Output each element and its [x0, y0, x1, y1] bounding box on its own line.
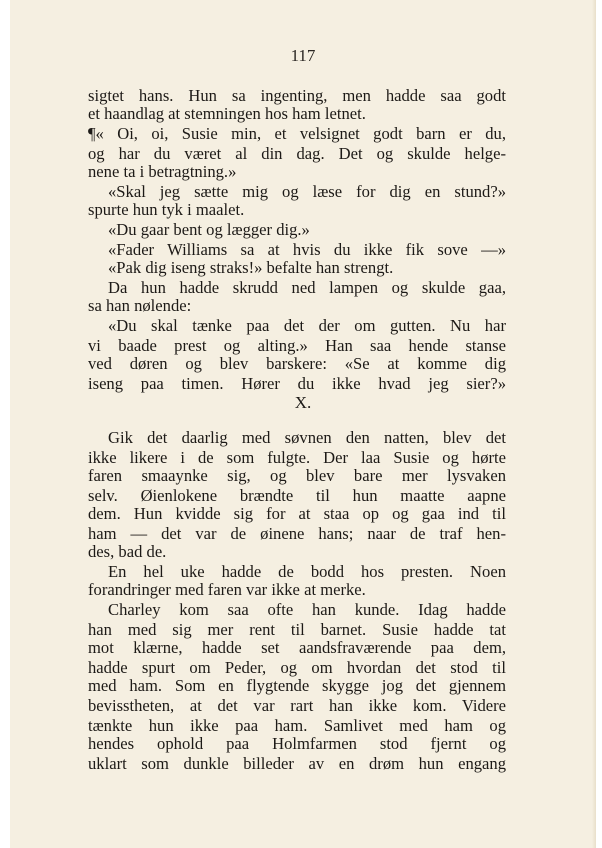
text-line: iseng paa timen. Hører du ikke hvad jeg sier?» [88, 374, 506, 393]
text-line: faren smaaynke sig, og blev bare mer lysvaken [88, 466, 506, 485]
page-number: 117 [290, 46, 316, 65]
text-line: Gik det daarlig med søvnen den natten, blev det [108, 428, 506, 447]
text-line: tænkte hun ikke paa ham. Samlivet med ham og [88, 716, 506, 735]
text-line: Da hun hadde skrudd ned lampen og skulde gaa, [108, 278, 506, 297]
text-line: En hel uke hadde de bodd hos presten. Noen [108, 562, 506, 581]
text-line: «Fader Williams sa at hvis du ikke fik sove —» [108, 240, 506, 259]
text-line: ham — det var de øinene hans; naar de traf hen- [88, 524, 506, 543]
text-line: med ham. Som en flygtende skygge jog det gjennem [88, 676, 506, 695]
text-line: vi baade prest og alting.» Han saa hende stanse [88, 336, 506, 355]
text-line: mot klærne, hadde set aandsfraværende paa dem, [88, 638, 506, 657]
text-line: «Skal jeg sætte mig og læse for dig en stund?» [108, 182, 506, 201]
text-line: Charley kom saa ofte han kunde. Idag hadde [108, 600, 506, 619]
text-line: et haandlag at stemningen hos ham letnet. [88, 104, 366, 123]
text-line: «Pak dig iseng straks!» befalte han strengt. [108, 258, 394, 277]
text-line: han med sig mer rent til barnet. Susie hadde tat [88, 620, 506, 639]
text-line: spurte hun tyk i maalet. [88, 200, 245, 219]
text-line: sa han nølende: [88, 296, 192, 315]
text-line: sigtet hans. Hun sa ingenting, men hadde saa godt [88, 86, 506, 105]
text-line: uklart som dunkle billeder av en drøm hun engang [88, 754, 506, 773]
text-line: «Du gaar bent og lægger dig.» [108, 220, 310, 239]
text-line: selv. Øienlokene brændte til hun maatte aapne [88, 486, 506, 505]
text-line: nene ta i betragtning.» [88, 162, 237, 181]
text-line: des, bad de. [88, 542, 167, 561]
text-line: ved døren og blev barskere: «Se at komme dig [88, 354, 506, 373]
text-line: ¶« Oi, oi, Susie min, et velsignet godt barn er du, [88, 124, 506, 143]
page-edge [592, 0, 596, 848]
book-page [10, 0, 596, 848]
text-line: dem. Hun kvidde sig for at staa op og gaa ind til [88, 504, 506, 523]
text-line: bevisstheten, at det var rart han ikke kom. Videre [88, 696, 506, 715]
text-line: hadde spurt om Peder, og om hvordan det stod til [88, 658, 506, 677]
text-line: «Du skal tænke paa det der om gutten. Nu har [108, 316, 506, 335]
chapter-heading: X. [294, 393, 312, 412]
text-line: forandringer med faren var ikke at merke. [88, 580, 366, 599]
text-line: ikke likere i de som fulgte. Der laa Susie og hørte [88, 448, 506, 467]
text-line: hendes ophold paa Holmfarmen stod fjernt og [88, 734, 506, 753]
text-line: og har du været al din dag. Det og skulde helge- [88, 144, 506, 163]
